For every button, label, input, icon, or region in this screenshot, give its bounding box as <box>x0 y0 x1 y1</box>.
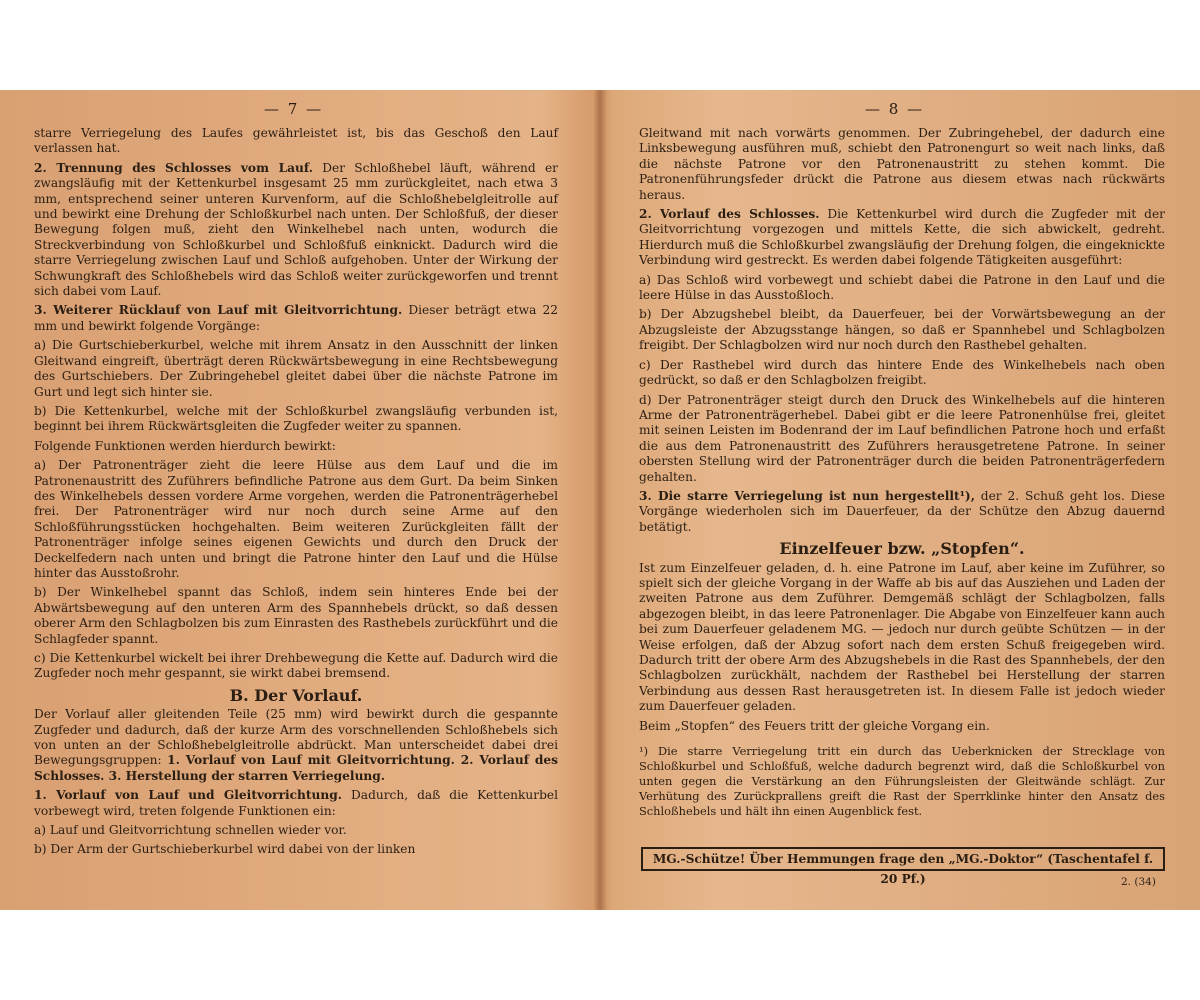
list-item: c) Der Rasthebel wird durch das hintere Ende des Winkelhebels nach oben gedrückt, so daß er den Schlagbolzen freigibt. <box>639 357 1165 388</box>
groups-list: 1. Vorlauf von Lauf mit Gleitvorrichtung. 2. Vorlauf des Schlosses. 3. Herstellung der starren Verriegelung. <box>34 753 558 783</box>
paragraph <box>34 788 558 819</box>
page-right <box>607 90 1200 910</box>
section-text: Dadurch, daß die Kettenkurbel vorbewegt wird, treten folgende Funktionen ein: <box>34 788 558 818</box>
paragraph: Ist zum Einzelfeuer geladen, d. h. eine Patrone im Lauf, aber keine im Zuführer, so spielt sich der gleiche Vorgang in der Waffe ab bis auf das Ausziehen und Laden der zweiten Patrone aus dem Zuführer. Demgemäß schlägt der Schlagbolzen, falls abgezogen bleibt, in das leere Patronenlager. Die Abgabe von Einzelfeuer kann auch bei zum Dauerfeuer geladenem MG. — jedoch nur durch geübte Schützen — in der Weise erfolgen, daß der Abzug sofort nach dem ersten Schuß freigegeben wird. Dadurch tritt der obere Arm des Abzugshebels in die Rast des Spannhebels, der den Schlagbolzen zurückhält, nachdem der Rasthebel bei Herstellung der starren Verbindung aus dessen Rast herausgetreten ist. In diesem Falle ist jedoch wieder zum Dauerfeuer geladen. <box>639 560 1165 714</box>
footnote <box>639 744 1165 819</box>
page-text <box>639 126 1165 819</box>
print-code: 2. (34) <box>1121 876 1156 888</box>
list-item: b) Die Kettenkurbel, welche mit der Schloßkurbel zwangsläufig verbunden ist, beginnt bei ihrem Rückwärtsgleiten die Zugfeder weiter zu spannen. <box>34 403 558 434</box>
list-item: b) Der Abzugshebel bleibt, da Dauerfeuer, bei der Vorwärtsbewegung an der Abzugsleiste der Abzugsstange hängen, so daß er Spannhebel und Schlagbolzen freigibt. Der Schlagbolzen wird nur noch durch den Rasthebel gehalten. <box>639 307 1165 353</box>
section-text: der 2. Schuß geht los. Diese Vorgänge wiederholen sich im Dauerfeuer, da der Schütze den Abzug dauernd betätigt. <box>639 488 1165 534</box>
paragraph: Beim „Stopfen“ des Feuers tritt der gleiche Vorgang ein. <box>639 718 990 733</box>
paragraph: starre Verriegelung des Laufes gewährleistet ist, bis das Geschoß den Lauf verlassen hat. <box>34 126 558 156</box>
list-item: a) Das Schloß wird vorbewegt und schiebt dabei die Patrone in den Lauf und die leere Hülse in das Ausstoßloch. <box>639 272 1165 303</box>
page-left <box>0 90 593 910</box>
list-item: d) Der Patronenträger steigt durch den Druck des Winkelhebels auf die hinteren Arme der Patronenträgerhebel. Dabei gibt er die leere Patronenhülse frei, gleitet mit seinen Leisten im Bodenrand der im Lauf befindlichen Patrone hoch und erfaßt die aus dem Patronenaustritt des Zuführers herausgetretene Patrone. In seiner obersten Stellung wird der Patronenträger durch die beiden Patronenträgerfedern gehalten. <box>639 392 1165 484</box>
section-text: Der Vorlauf aller gleitenden Teile (25 mm) wird bewirkt durch die gespannte Zugfeder und dadurch, daß der kurze Arm des vorschnellenden Schloßhebels sich von unten an der Schloßhebelgleitrolle abdrückt. Man unterscheidet dabei drei Bewegungsgruppen: <box>34 707 558 768</box>
section-heading: 3. Die starre Verriegelung ist nun hergestellt¹), <box>639 488 975 503</box>
paragraph <box>639 207 1165 269</box>
list-item: c) Die Kettenkurbel wickelt bei ihrer Drehbewegung die Kette auf. Dadurch wird die Zugfeder noch mehr gespannt, sie wirkt dabei bremsend. <box>34 651 558 681</box>
section-text: Der Schloßhebel läuft, während er zwangsläufig mit der Kettenkurbel insgesamt 25 mm zurückgleitet, nach etwa 3 mm, entsprechend seiner unteren Kurvenform, auf die Schloßhebelgleitrolle auf und bewirkt eine Drehung der Schloßkurbel nach unten. Der Schloßfuß, der dieser Bewegung folgen muß, zieht den Winkelhebel nach unten, wodurch die Streckverbindung von Schloßkurbel und Schloßfuß einknickt. Dadurch wird die starre Verriegelung zwischen Lauf und Schloß aufgehoben. Unter der Wirkung der Schwungkraft des Schloßhebels wird das Schloß weiter zurückgeworfen und trennt sich dabei vom Lauf. <box>34 160 559 299</box>
paragraph <box>34 161 558 300</box>
paragraph: Folgende Funktionen werden hierdurch bewirkt: <box>34 438 336 453</box>
booklet-spread <box>0 90 1200 910</box>
page-number: — 8 — <box>865 100 925 118</box>
section-heading: 2. Trennung des Schlosses vom Lauf. <box>34 160 313 175</box>
paragraph <box>34 707 558 784</box>
section-heading: 1. Vorlauf von Lauf und Gleitvorrichtung. <box>34 788 343 803</box>
list-item: b) Der Arm der Gurtschieberkurbel wird dabei von der linken <box>34 842 416 857</box>
section-text: Die Kettenkurbel wird durch die Zugfeder mit der Gleitvorrichtung vorgezogen und mittels Kette, die sich abwickelt, gedreht. Hierdurch muß die Schloßkurbel zwangsläufig der Drehung folgen, die eingeknickte Verbindung wird gestreckt. Es werden dabei folgende Tätigkeiten ausgeführt: <box>639 207 1166 268</box>
list-item: b) Der Winkelhebel spannt das Schloß, indem sein hinteres Ende bei der Abwärtsbewegung auf den unteren Arm des Spannhebels drückt, so daß dessen oberer Arm den Schlagbolzen bis zum Einrasten des Rasthebels zurückführt und die Schlagfeder spannt. <box>34 585 558 646</box>
section-title: Einzelfeuer bzw. „Stopfen“. <box>779 539 1025 559</box>
paragraph: Gleitwand mit nach vorwärts genommen. Der Zubringehebel, der dadurch eine Linksbewegung ausführen muß, schiebt den Patronengurt so weit nach links, daß die nächste Patrone vor den Patronenaustritt zu stehen kommt. Die Patronenführungsfeder drückt die Patrone aus diesem etwas nach rückwärts heraus. <box>639 126 1165 202</box>
book-gutter <box>593 90 607 910</box>
section-heading: 2. Vorlauf des Schlosses. <box>639 207 820 222</box>
section-title: B. Der Vorlauf. <box>229 685 363 705</box>
list-item: a) Lauf und Gleitvorrichtung schnellen wieder vor. <box>34 823 347 838</box>
paragraph <box>639 489 1165 535</box>
list-item: a) Der Patronenträger zieht die leere Hülse aus dem Lauf und die im Patronenaustritt des Zuführers befindliche Patrone aus dem Gurt. Da beim Sinken des Winkelhebels dessen vordere Arme vorgehen, werden die Patronenträgerhebel frei. Der Patronenträger wird nur noch durch seine Arme auf den Schloßführungsstücken hochgehalten. Beim weiteren Zurückgleiten fällt der Patronenträger infolge seines eigenen Gewichts und durch den Druck der Deckelfedern nach unten und bringt die Patrone hinter den Lauf und die Hülse hinter das Ausstoßrohr. <box>34 458 558 580</box>
footnote-text: ¹) Die starre Verriegelung tritt ein durch das Ueberknicken der Strecklage von Schloßkurbel und Schloßfuß, welche dadurch begrenzt wird, daß die Schloßkurbel von unten gegen die Verstärkung an den Führungsleisten der Gleitwände schlägt. Zur Verhütung des Zurückprallens greift die Rast der Sperrklinke hinter den Ansatz des Schloßhebels und hält ihn einen Augenblick fest. <box>639 744 1165 819</box>
list-item: a) Die Gurtschieberkurbel, welche mit ihrem Ansatz in den Ausschnitt der linken Gleitwand eingreift, überträgt deren Rückwärtsbewegung in eine Rechtsbewegung des Gurtschiebers. Der Zubringehebel gleitet dabei über die nächste Patrone im Gurt und legt sich hinter sie. <box>34 338 558 399</box>
page-number: — 7 — <box>264 100 324 118</box>
page-text <box>34 126 558 862</box>
section-heading: 3. Weiterer Rücklauf von Lauf mit Gleitvorrichtung. <box>34 303 403 318</box>
advert-box: MG.-Schütze! Über Hemmungen frage den „MG.-Doktor“ (Taschentafel f. 20 Pf.) <box>641 847 1165 871</box>
paragraph <box>34 303 558 334</box>
section-text: Dieser beträgt etwa 22 mm und bewirkt folgende Vorgänge: <box>34 303 558 333</box>
